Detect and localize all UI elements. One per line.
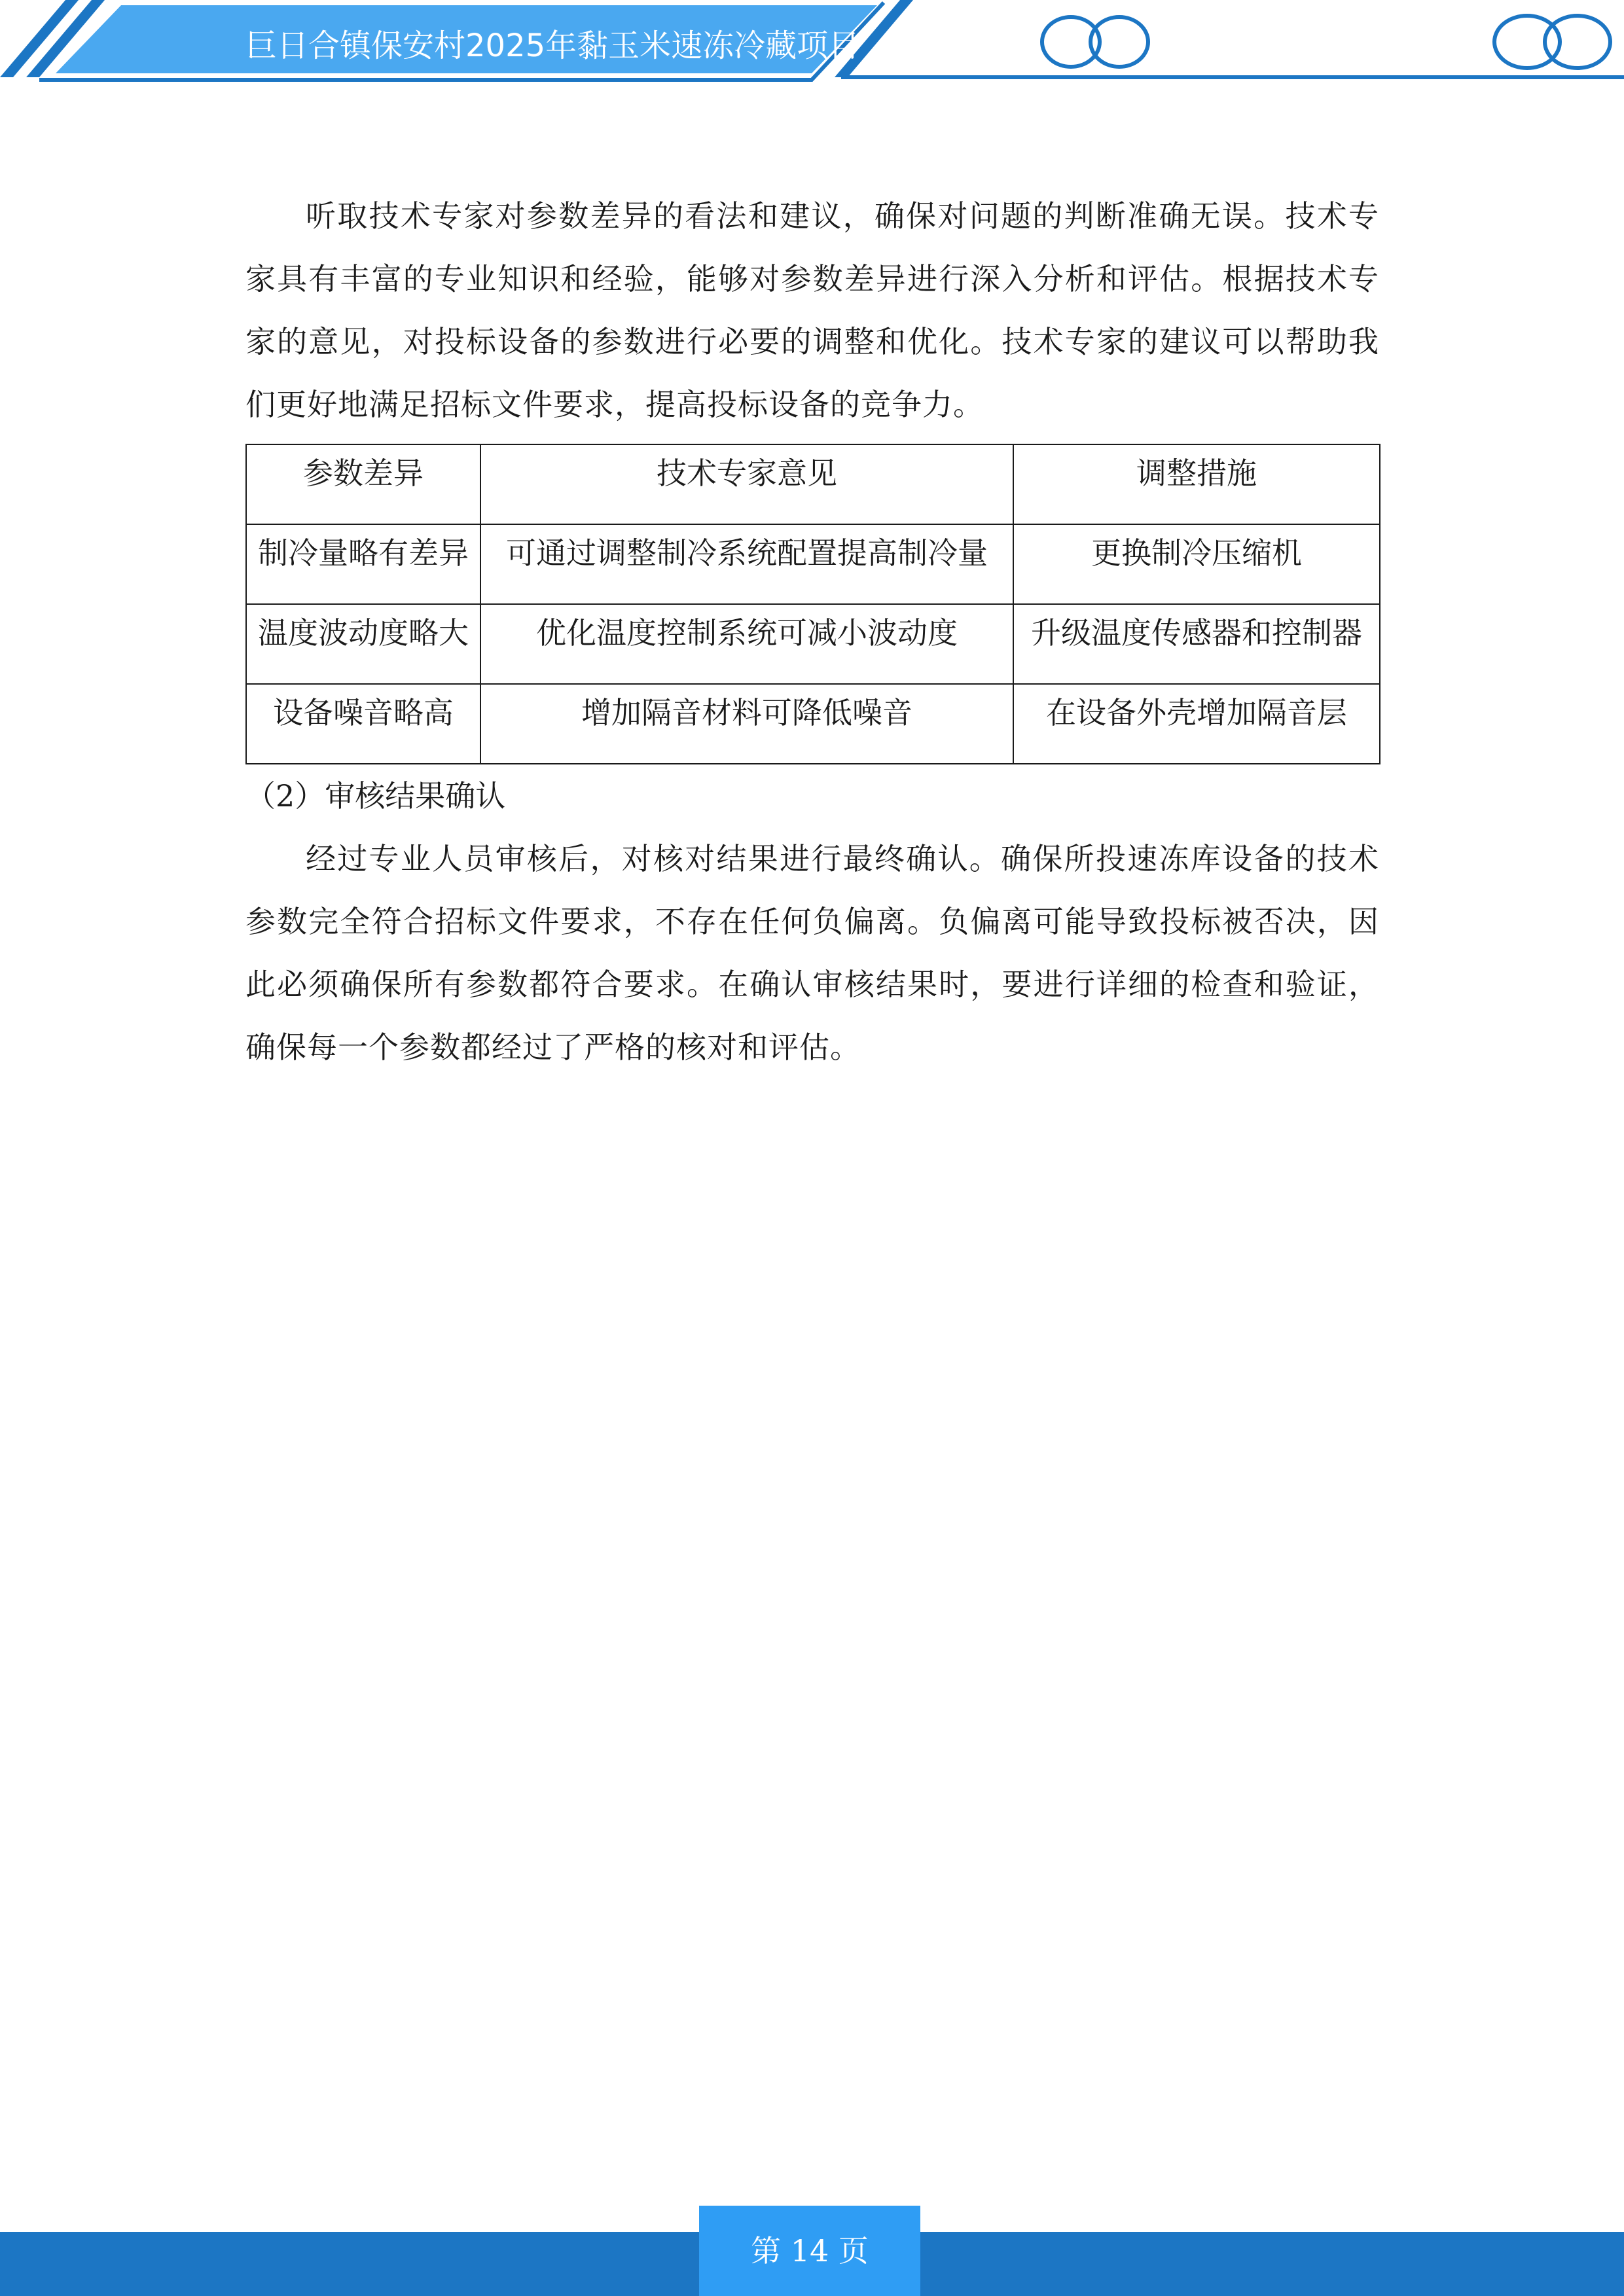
- table-cell: 增加隔音材料可降低噪音: [480, 684, 1013, 764]
- table-header-cell: 参数差异: [246, 444, 480, 524]
- table-header-cell: 技术专家意见: [480, 444, 1013, 524]
- page-header: [0, 0, 1624, 85]
- paragraph-result-confirmation: 经过专业人员审核后，对核对结果进行最终确认。确保所投速冻库设备的技术参数完全符合招标文件要求，不存在任何负偏离。负偏离可能导致投标被否决，因此必须确保所有参数都符合要求。在确认审核结果时，要进行详细的检查和验证，确保每一个参数都经过了严格的核对和评估。: [245, 841, 1379, 1065]
- document-body: [245, 185, 1379, 1079]
- table-header-row: [246, 444, 1380, 524]
- section-heading: （2）审核结果确认: [245, 778, 506, 814]
- rings-logo-icon: [1042, 17, 1148, 67]
- header-title: 巨日合镇保安村2025年黏玉米速冻冷藏项目: [245, 27, 860, 64]
- table-row: [246, 604, 1380, 684]
- table-cell: 温度波动度略大: [246, 604, 480, 684]
- table-row: [246, 524, 1380, 604]
- table-cell: 优化温度控制系统可减小波动度: [480, 604, 1013, 684]
- table-cell: 更换制冷压缩机: [1013, 524, 1380, 604]
- parameter-difference-table: [245, 444, 1380, 764]
- rings-logo-icon: [1494, 16, 1610, 68]
- table-row: [246, 684, 1380, 764]
- table-cell: 在设备外壳增加隔音层: [1013, 684, 1380, 764]
- page-number: 第 14 页: [699, 2206, 920, 2296]
- table-cell: 可通过调整制冷系统配置提高制冷量: [480, 524, 1013, 604]
- table-cell: 升级温度传感器和控制器: [1013, 604, 1380, 684]
- table-cell: 制冷量略有差异: [246, 524, 480, 604]
- paragraph-expert-advice: 听取技术专家对参数差异的看法和建议，确保对问题的判断准确无误。技术专家具有丰富的专业知识和经验，能够对参数差异进行深入分析和评估。根据技术专家的意见，对投标设备的参数进行必要的调整和优化。技术专家的建议可以帮助我们更好地满足招标文件要求，提高投标设备的竞争力。: [245, 198, 1379, 422]
- table-header-cell: 调整措施: [1013, 444, 1380, 524]
- table-cell: 设备噪音略高: [246, 684, 480, 764]
